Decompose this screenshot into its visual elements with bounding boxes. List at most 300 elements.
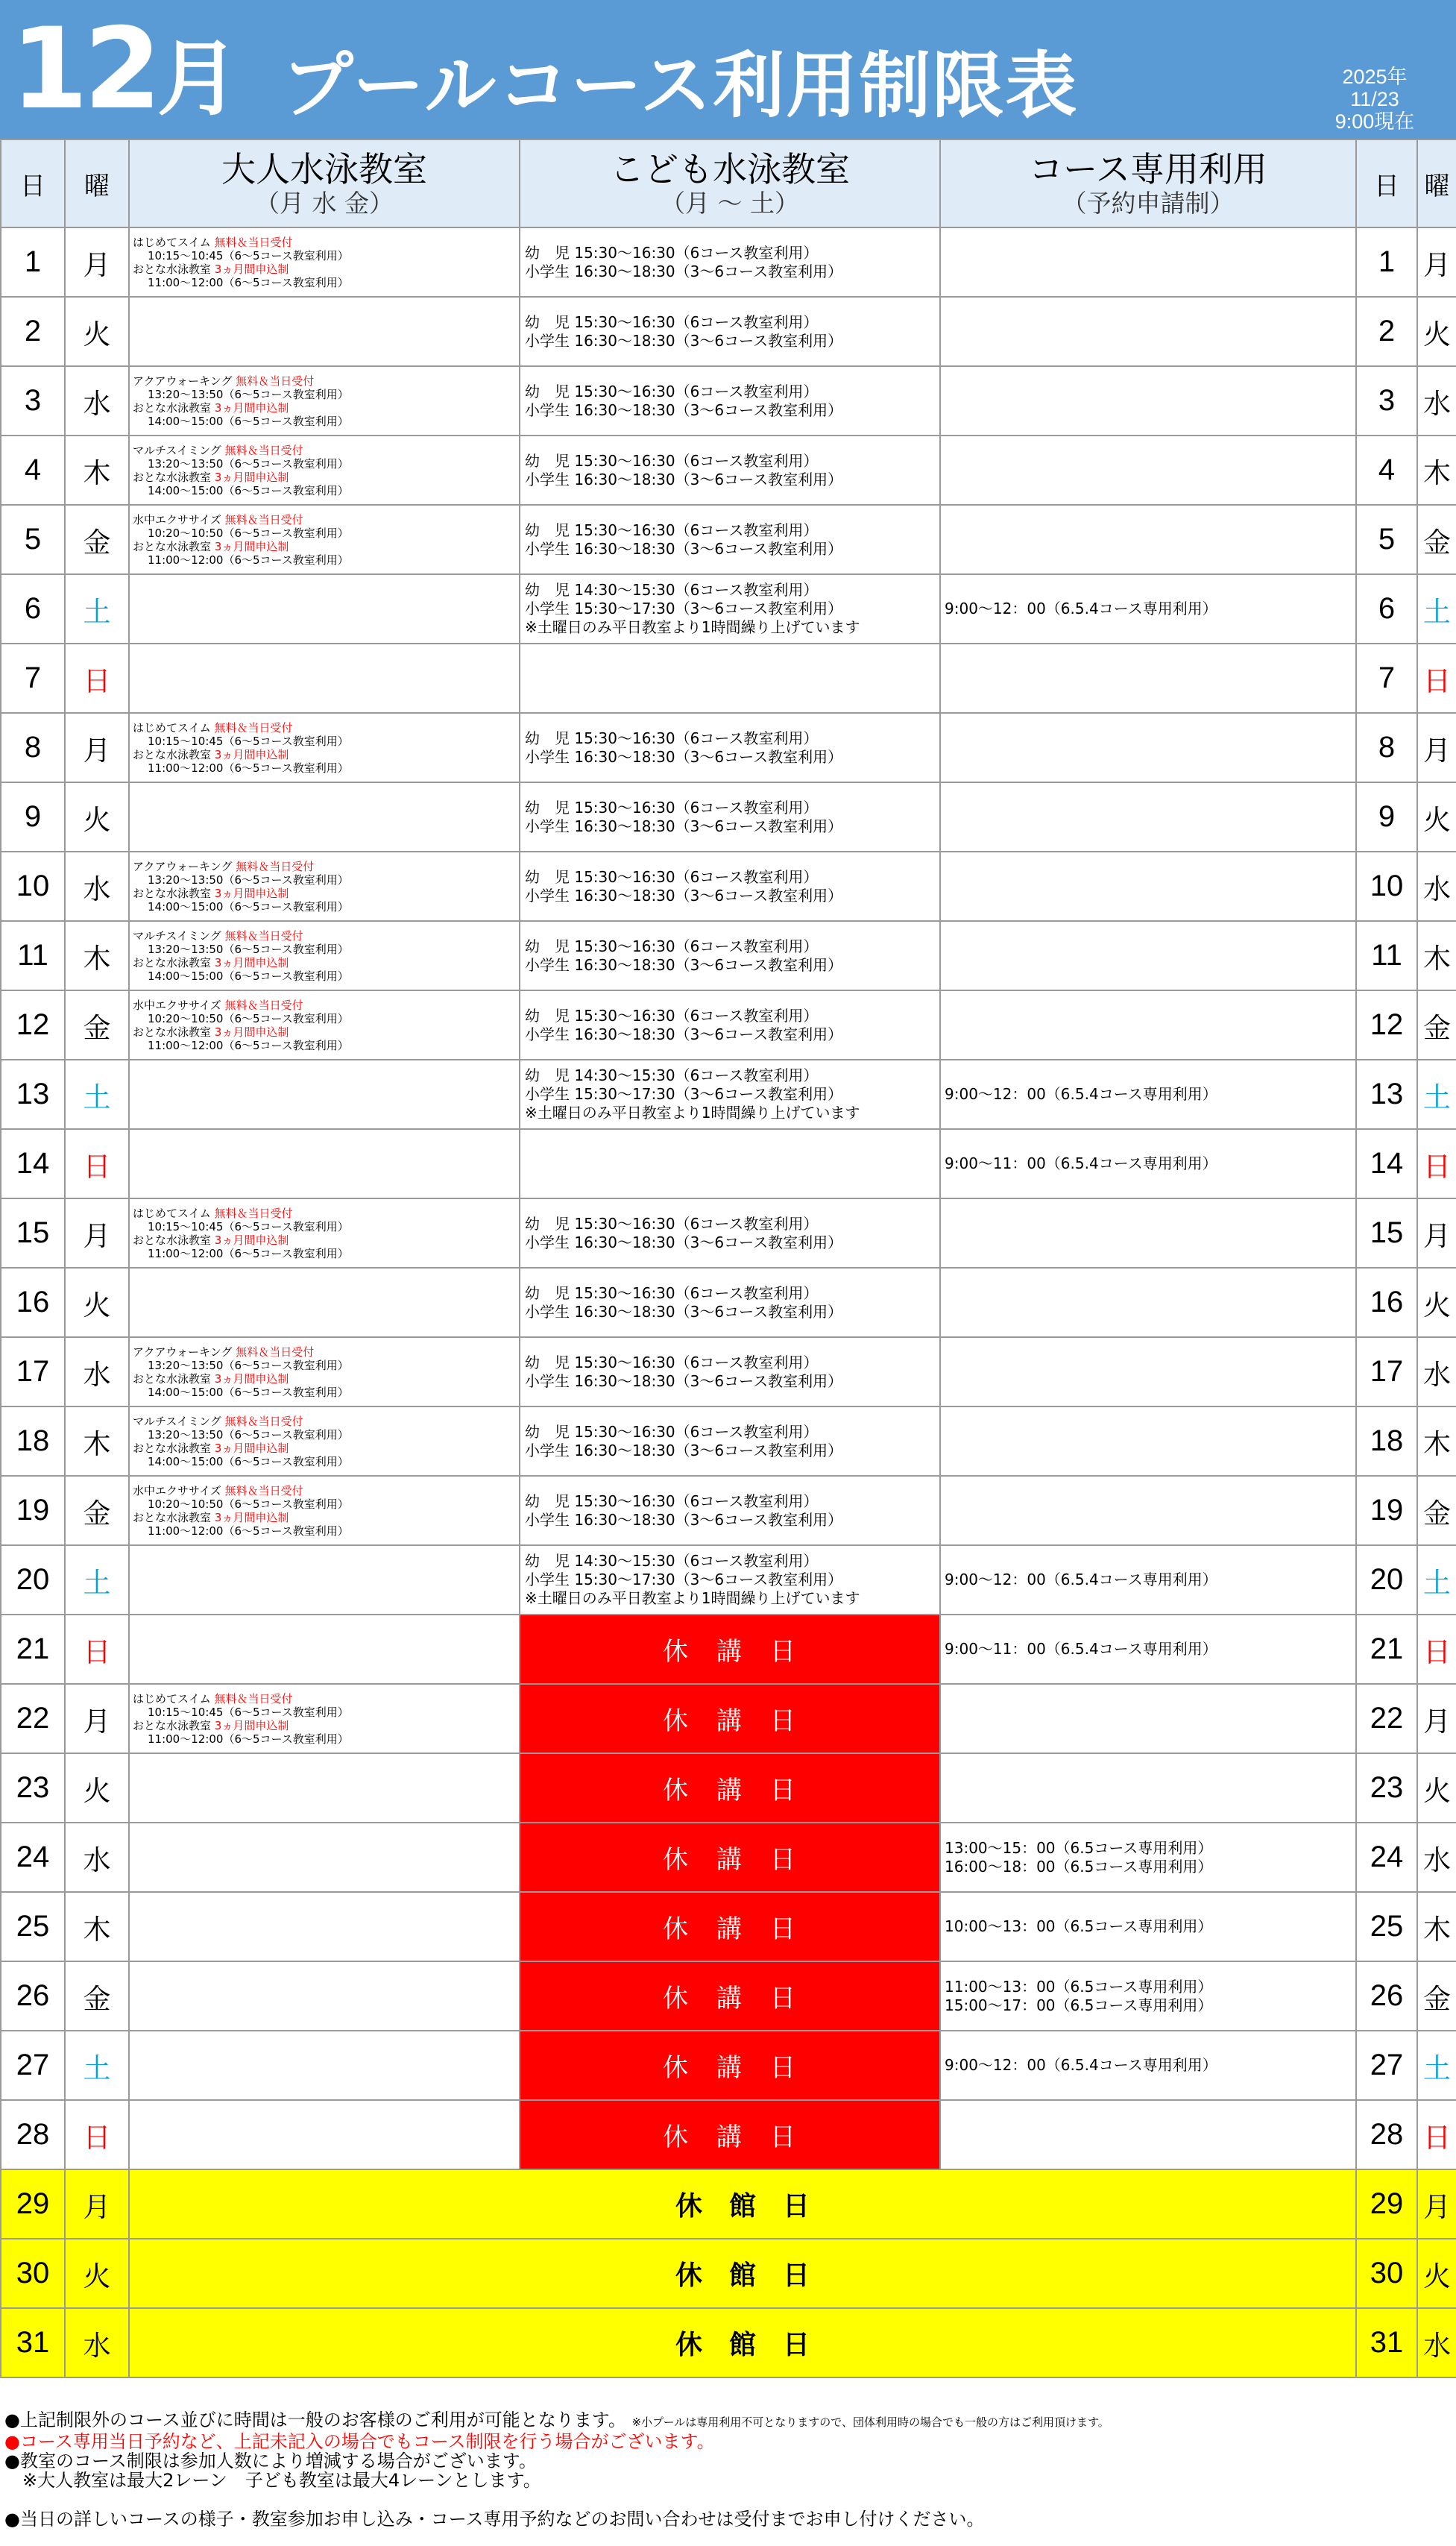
adult-class-cell [129,505,520,574]
course-reservation-cell [940,1476,1356,1545]
kids-class-cell [520,1268,940,1337]
kids-class-line: 幼 児 15:30～16:30（6コース教室利用） [525,867,819,886]
schedule-body [1,227,1456,2377]
weekday-cell-right: 木 [1417,436,1456,505]
course-reservation-cell [940,1337,1356,1406]
kids-class-line: 小学生 15:30～17:30（3～6コース教室利用） [525,1085,843,1103]
adult-class-cell [129,574,520,644]
adult-class-cell [129,436,520,505]
adult-class-line: おとな水泳教室 3ヵ月間申込制 [133,539,289,553]
weekday-cell-right: 木 [1417,1892,1456,1961]
class-closed-cell: 休 講 日 [520,2100,940,2169]
day-cell-right: 4 [1356,436,1417,505]
day-cell: 30 [1,2239,65,2308]
day-cell: 11 [1,921,65,990]
kids-class-line: 小学生 16:30～18:30（3～6コース教室利用） [525,955,843,974]
table-row [1,2031,1456,2100]
day-cell-right: 9 [1356,782,1417,852]
kids-class-line: 幼 児 15:30～16:30（6コース教室利用） [525,1214,819,1233]
table-row [1,2239,1456,2308]
note-inquiries: ●当日の詳しいコースの様子・教室参加お申し込み・コース専用予約などのお問い合わせは受付までお申し付けください。 [4,2509,985,2529]
course-reservation-line: 9:00～11：00（6.5.4コース専用利用） [945,1640,1217,1658]
day-cell-right: 29 [1356,2169,1417,2239]
kids-class-line: 幼 児 15:30～16:30（6コース教室利用） [525,1283,819,1302]
weekday-cell-right: 日 [1417,2100,1456,2169]
kids-class-line: 幼 児 15:30～16:30（6コース教室利用） [525,729,819,747]
day-cell-right: 11 [1356,921,1417,990]
table-row [1,1268,1456,1337]
adult-class-cell [129,1753,520,1823]
adult-class-line: 13:20～13:50（6～5コース教室利用） [148,1427,349,1442]
adult-class-line: 10:20～10:50（6～5コース教室利用） [148,1497,349,1511]
kids-class-cell [520,227,940,297]
kids-class-line: 幼 児 15:30～16:30（6コース教室利用） [525,312,819,331]
adult-class-cell [129,1337,520,1406]
day-cell: 20 [1,1545,65,1615]
kids-class-line: 幼 児 15:30～16:30（6コース教室利用） [525,382,819,400]
course-reservation-cell [940,990,1356,1060]
day-cell-right: 28 [1356,2100,1417,2169]
adult-class-cell [129,366,520,436]
weekday-cell-right: 月 [1417,2169,1456,2239]
kids-class-line: 幼 児 15:30～16:30（6コース教室利用） [525,1492,819,1510]
table-row [1,297,1456,366]
kids-class-line: 小学生 16:30～18:30（3～6コース教室利用） [525,1371,843,1390]
adult-class-cell [129,297,520,366]
adult-class-line: はじめてスイム 無料＆当日受付 [133,1206,293,1220]
weekday-cell: 木 [65,921,129,990]
course-reservation-line: 13:00～15：00（6.5コース専用利用） [945,1838,1213,1857]
adult-class-cell [129,2100,520,2169]
weekday-cell-right: 火 [1417,782,1456,852]
day-cell-right: 17 [1356,1337,1417,1406]
adult-class-cell [129,990,520,1060]
course-reservation-cell [940,574,1356,644]
adult-class-line: マルチスイミング 無料＆当日受付 [133,928,303,943]
adult-class-line: はじめてスイム 無料＆当日受付 [133,235,293,249]
course-reservation-cell [940,1753,1356,1823]
note-general-use: ●上記制限外のコース並びに時間は一般のお客様のご利用が可能となります。 ※小プールは専用利用不可となりますので、団体利用時の場合でも一般の方はご利用頂けます。 [4,2410,1109,2430]
adult-class-line: 10:20～10:50（6～5コース教室利用） [148,1011,349,1025]
weekday-cell: 水 [65,1337,129,1406]
adult-class-line: 11:00～12:00（6～5コース教室利用） [148,1524,349,1538]
course-reservation-cell [940,1268,1356,1337]
adult-class-line: おとな水泳教室 3ヵ月間申込制 [133,1718,289,1732]
kids-class-line: 小学生 16:30～18:30（3～6コース教室利用） [525,886,843,905]
weekday-cell: 木 [65,1406,129,1476]
adult-class-line: 10:15～10:45（6～5コース教室利用） [148,248,349,263]
table-row [1,852,1456,921]
weekday-cell: 土 [65,1545,129,1615]
adult-class-line: 11:00～12:00（6～5コース教室利用） [148,275,349,289]
weekday-cell-right: 木 [1417,921,1456,990]
weekday-cell: 金 [65,505,129,574]
course-reservation-cell [940,227,1356,297]
day-cell: 12 [1,990,65,1060]
day-cell-right: 26 [1356,1961,1417,2031]
weekday-cell-right: 土 [1417,2031,1456,2100]
adult-class-line: 14:00～15:00（6～5コース教室利用） [148,899,349,914]
table-row [1,505,1456,574]
adult-class-line: おとな水泳教室 3ヵ月間申込制 [133,1441,289,1455]
table-row [1,1406,1456,1476]
weekday-cell-right: 木 [1417,1406,1456,1476]
adult-class-cell [129,1545,520,1615]
adult-class-line: おとな水泳教室 3ヵ月間申込制 [133,400,289,415]
weekday-cell-right: 月 [1417,1684,1456,1753]
day-cell: 16 [1,1268,65,1337]
day-cell-right: 19 [1356,1476,1417,1545]
adult-class-line: マルチスイミング 無料＆当日受付 [133,443,303,457]
adult-class-line: はじめてスイム 無料＆当日受付 [133,1691,293,1706]
weekday-cell-right: 月 [1417,1198,1456,1268]
kids-class-cell [520,990,940,1060]
weekday-cell-right: 月 [1417,227,1456,297]
day-cell: 17 [1,1337,65,1406]
course-reservation-line: 9:00～12：00（6.5.4コース専用利用） [945,600,1217,617]
day-cell-right: 20 [1356,1545,1417,1615]
table-row [1,644,1456,713]
adult-class-line: 水中エクササイズ 無料＆当日受付 [133,998,303,1012]
adult-class-line: 11:00～12:00（6～5コース教室利用） [148,1732,349,1746]
adult-class-line: 11:00～12:00（6～5コース教室利用） [148,1038,349,1052]
kids-class-line: 小学生 15:30～17:30（3～6コース教室利用） [525,600,843,617]
adult-class-line: 10:15～10:45（6～5コース教室利用） [148,1219,349,1233]
notes-section [4,2410,1451,2529]
adult-class-cell [129,1476,520,1545]
adult-class-line: 13:20～13:50（6～5コース教室利用） [148,456,349,471]
table-row [1,1545,1456,1615]
table-row [1,2100,1456,2169]
day-cell: 21 [1,1615,65,1684]
kids-class-cell [520,782,940,852]
page-header [0,0,1456,139]
weekday-cell: 土 [65,574,129,644]
day-cell: 8 [1,713,65,782]
adult-class-cell [129,1060,520,1129]
weekday-cell: 日 [65,644,129,713]
course-reservation-cell [940,1615,1356,1684]
day-cell-right: 16 [1356,1268,1417,1337]
kids-class-line: 小学生 16:30～18:30（3～6コース教室利用） [525,331,843,350]
weekday-cell-right: 水 [1417,1823,1456,1892]
course-reservation-cell [940,2031,1356,2100]
course-reservation-line: 11:00～13：00（6.5コース専用利用） [945,1977,1213,1996]
course-reservation-cell [940,1545,1356,1615]
course-reservation-cell [940,1892,1356,1961]
kids-class-line: 幼 児 15:30～16:30（6コース教室利用） [525,451,819,470]
adult-class-line: 14:00～15:00（6～5コース教室利用） [148,969,349,983]
table-row [1,366,1456,436]
day-cell: 24 [1,1823,65,1892]
weekday-cell-right: 日 [1417,644,1456,713]
adult-class-line: 14:00～15:00（6～5コース教室利用） [148,1454,349,1468]
adult-class-line: おとな水泳教室 3ヵ月間申込制 [133,1371,289,1386]
day-cell: 1 [1,227,65,297]
adult-class-line: マルチスイミング 無料＆当日受付 [133,1414,303,1428]
note-class-lanes: ●教室のコース制限は参加人数により増減する場合がございます。 [4,2451,537,2471]
facility-closed-cell: 休 館 日 [129,2239,1356,2308]
day-column-header: 日 [1,139,65,227]
course-reservation-cell [940,852,1356,921]
month-number: 12月 [10,4,239,134]
day-cell: 6 [1,574,65,644]
weekday-cell: 火 [65,2239,129,2308]
day-cell-right: 10 [1356,852,1417,921]
weekday-cell: 金 [65,1476,129,1545]
weekday-cell: 金 [65,990,129,1060]
day-cell-right: 1 [1356,227,1417,297]
course-reservation-cell [940,1961,1356,2031]
weekday-cell-right: 火 [1417,2239,1456,2308]
kids-class-cell [520,1476,940,1545]
day-cell: 2 [1,297,65,366]
weekday-cell: 木 [65,1892,129,1961]
adult-class-line: おとな水泳教室 3ヵ月間申込制 [133,470,289,484]
day-cell: 26 [1,1961,65,2031]
course-reservation-cell [940,921,1356,990]
day-cell: 18 [1,1406,65,1476]
course-reservation-line: 9:00～12：00（6.5.4コース専用利用） [945,2056,1217,2074]
facility-closed-cell: 休 館 日 [129,2308,1356,2377]
table-row [1,1961,1456,2031]
weekday-cell: 月 [65,227,129,297]
adult-class-cell [129,644,520,713]
adult-class-line: おとな水泳教室 3ヵ月間申込制 [133,1233,289,1247]
table-row [1,1615,1456,1684]
kids-class-line: 小学生 16:30～18:30（3～6コース教室利用） [525,1441,843,1459]
table-row [1,1476,1456,1545]
kids-class-cell [520,1337,940,1406]
kids-class-line: ※土曜日のみ平日教室より1時間繰り上げています [525,1104,860,1122]
adult-class-cell [129,1684,520,1753]
adult-class-line: 11:00～12:00（6～5コース教室利用） [148,1246,349,1260]
day-cell-right: 18 [1356,1406,1417,1476]
kids-class-line: 小学生 16:30～18:30（3～6コース教室利用） [525,400,843,419]
weekday-column-header-right: 曜 [1417,139,1456,227]
kids-class-cell [520,1129,940,1198]
adult-class-line: おとな水泳教室 3ヵ月間申込制 [133,262,289,276]
table-row [1,921,1456,990]
adult-class-line: 水中エクササイズ 無料＆当日受付 [133,512,303,527]
kids-class-line: 小学生 16:30～18:30（3～6コース教室利用） [525,817,843,835]
adult-class-cell [129,782,520,852]
table-row [1,2169,1456,2239]
weekday-cell-right: 金 [1417,1476,1456,1545]
weekday-cell: 月 [65,2169,129,2239]
kids-class-line: 小学生 16:30～18:30（3～6コース教室利用） [525,1025,843,1043]
weekday-cell: 水 [65,366,129,436]
day-cell: 10 [1,852,65,921]
table-row [1,574,1456,644]
weekday-cell: 水 [65,852,129,921]
weekday-cell: 月 [65,713,129,782]
adult-class-cell [129,1129,520,1198]
weekday-cell-right: 金 [1417,990,1456,1060]
course-reservation-cell [940,1406,1356,1476]
update-timestamp: 2025年 11/23 9:00現在 [1334,66,1415,133]
adult-class-cell [129,1892,520,1961]
adult-class-cell [129,921,520,990]
kids-class-line: 小学生 16:30～18:30（3～6コース教室利用） [525,1510,843,1529]
course-reservation-cell [940,1684,1356,1753]
kids-class-line: 幼 児 15:30～16:30（6コース教室利用） [525,937,819,955]
kids-class-line: 小学生 16:30～18:30（3～6コース教室利用） [525,262,843,280]
class-closed-cell: 休 講 日 [520,1961,940,2031]
course-reservation-cell [940,436,1356,505]
table-row [1,782,1456,852]
day-cell-right: 31 [1356,2308,1417,2377]
weekday-cell: 火 [65,782,129,852]
day-cell-right: 8 [1356,713,1417,782]
day-cell: 15 [1,1198,65,1268]
kids-class-line: 小学生 16:30～18:30（3～6コース教室利用） [525,470,843,488]
course-reservation-column-header: コース専用利用 （予約申請制） [940,139,1356,227]
weekday-cell-right: 火 [1417,297,1456,366]
adult-class-cell [129,1823,520,1892]
kids-class-cell [520,1406,940,1476]
course-reservation-cell [940,713,1356,782]
day-cell: 5 [1,505,65,574]
adult-class-line: 13:20～13:50（6～5コース教室利用） [148,873,349,887]
kids-class-line: 幼 児 15:30～16:30（6コース教室利用） [525,521,819,539]
table-row [1,227,1456,297]
kids-class-line: ※土曜日のみ平日教室より1時間繰り上げています [525,1589,860,1607]
adult-class-line: おとな水泳教室 3ヵ月間申込制 [133,1510,289,1524]
day-cell-right: 5 [1356,505,1417,574]
class-closed-cell: 休 講 日 [520,1823,940,1892]
table-row [1,1337,1456,1406]
table-row [1,2308,1456,2377]
day-cell-right: 13 [1356,1060,1417,1129]
kids-class-cell [520,297,940,366]
day-cell-right: 30 [1356,2239,1417,2308]
kids-class-line: 小学生 16:30～18:30（3～6コース教室利用） [525,539,843,558]
table-row [1,990,1456,1060]
table-row [1,1060,1456,1129]
class-closed-cell: 休 講 日 [520,1684,940,1753]
day-cell: 14 [1,1129,65,1198]
adult-class-line: アクアウォーキング 無料＆当日受付 [133,859,315,873]
day-cell: 25 [1,1892,65,1961]
adult-class-cell [129,713,520,782]
course-reservation-line: 16:00～18：00（6.5コース専用利用） [945,1857,1213,1876]
day-cell: 19 [1,1476,65,1545]
adult-class-line: 10:20～10:50（6～5コース教室利用） [148,526,349,540]
kids-class-cell [520,921,940,990]
note-lane-limits: ※大人教室は最大2レーン 子ども教室は最大4レーンとします。 [4,2471,541,2490]
table-row [1,1753,1456,1823]
kids-class-line: 幼 児 15:30～16:30（6コース教室利用） [525,243,819,262]
weekday-cell-right: 水 [1417,1337,1456,1406]
weekday-cell-right: 土 [1417,1060,1456,1129]
kids-class-line: 幼 児 14:30～15:30（6コース教室利用） [525,1066,819,1084]
adult-class-cell [129,1406,520,1476]
kids-class-line: 小学生 16:30～18:30（3～6コース教室利用） [525,1233,843,1251]
kids-class-line: 幼 児 15:30～16:30（6コース教室利用） [525,1006,819,1025]
class-closed-cell: 休 講 日 [520,1892,940,1961]
adult-class-line: 13:20～13:50（6～5コース教室利用） [148,1358,349,1372]
day-cell: 22 [1,1684,65,1753]
adult-class-line: おとな水泳教室 3ヵ月間申込制 [133,955,289,969]
adult-class-cell [129,1198,520,1268]
day-cell-right: 24 [1356,1823,1417,1892]
day-cell: 9 [1,782,65,852]
weekday-cell: 木 [65,436,129,505]
day-cell: 13 [1,1060,65,1129]
table-row [1,1684,1456,1753]
weekday-cell: 日 [65,1129,129,1198]
adult-class-line: はじめてスイム 無料＆当日受付 [133,720,293,735]
adult-class-line: 10:15～10:45（6～5コース教室利用） [148,734,349,748]
day-cell-right: 21 [1356,1615,1417,1684]
day-cell: 4 [1,436,65,505]
kids-class-cell [520,1060,940,1129]
course-reservation-line: 10:00～13：00（6.5コース専用利用） [945,1917,1213,1935]
adult-class-line: 13:20～13:50（6～5コース教室利用） [148,387,349,401]
kids-class-cell [520,574,940,644]
class-closed-cell: 休 講 日 [520,1615,940,1684]
note-course-restriction: ●コース専用当日予約など、上記未記入の場合でもコース制限を行う場合がございます。 [4,2432,715,2451]
table-row [1,1198,1456,1268]
adult-class-line: アクアウォーキング 無料＆当日受付 [133,374,315,388]
weekday-cell-right: 水 [1417,2308,1456,2377]
day-cell: 29 [1,2169,65,2239]
weekday-cell-right: 水 [1417,366,1456,436]
day-cell: 23 [1,1753,65,1823]
course-reservation-line: 9:00～11：00（6.5.4コース専用利用） [945,1154,1217,1172]
kids-class-cell [520,713,940,782]
course-reservation-line: 15:00～17：00（6.5コース専用利用） [945,1996,1213,2014]
weekday-column-header: 曜 [65,139,129,227]
kids-class-cell [520,505,940,574]
column-header-row [1,139,1456,227]
kids-class-cell [520,366,940,436]
adult-class-line: 11:00～12:00（6～5コース教室利用） [148,553,349,567]
course-reservation-cell [940,2100,1356,2169]
table-row [1,1892,1456,1961]
day-cell-right: 27 [1356,2031,1417,2100]
kids-class-line: 小学生 16:30～18:30（3～6コース教室利用） [525,747,843,766]
kids-class-line: 幼 児 14:30～15:30（6コース教室利用） [525,581,819,599]
adult-class-line: 14:00～15:00（6～5コース教室利用） [148,414,349,428]
kids-class-cell [520,852,940,921]
table-row [1,1823,1456,1892]
kids-class-cell [520,1198,940,1268]
weekday-cell: 月 [65,1198,129,1268]
weekday-cell: 日 [65,2100,129,2169]
weekday-cell: 火 [65,297,129,366]
day-cell: 28 [1,2100,65,2169]
schedule-table [0,139,1456,2378]
adult-class-line: 14:00～15:00（6～5コース教室利用） [148,1385,349,1399]
weekday-cell: 火 [65,1753,129,1823]
kids-class-line: 幼 児 14:30～15:30（6コース教室利用） [525,1552,819,1570]
day-cell-right: 6 [1356,574,1417,644]
course-reservation-cell [940,1060,1356,1129]
table-row [1,713,1456,782]
course-reservation-cell [940,782,1356,852]
day-cell: 27 [1,2031,65,2100]
day-cell-right: 22 [1356,1684,1417,1753]
weekday-cell-right: 日 [1417,1129,1456,1198]
table-row [1,436,1456,505]
weekday-cell-right: 日 [1417,1615,1456,1684]
adult-class-line: おとな水泳教室 3ヵ月間申込制 [133,886,289,900]
adult-class-cell [129,1961,520,2031]
day-cell-right: 25 [1356,1892,1417,1961]
day-cell: 3 [1,366,65,436]
